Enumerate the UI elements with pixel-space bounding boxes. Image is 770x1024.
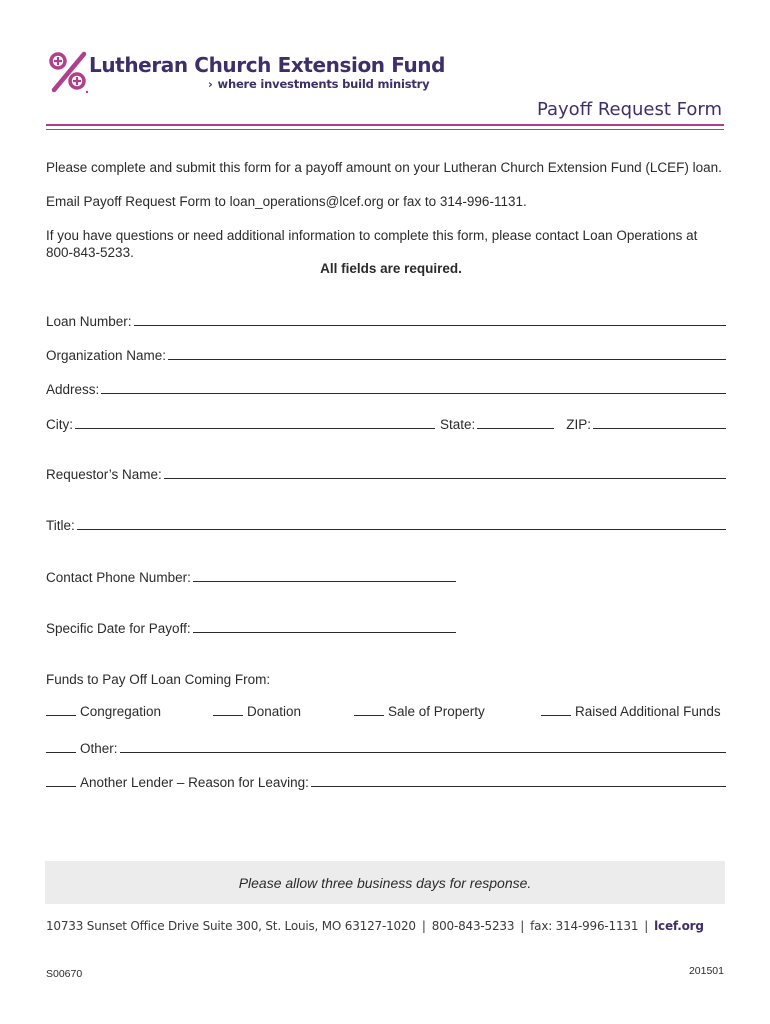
city-state-zip-row xyxy=(46,414,726,432)
requestor-name-line[interactable] xyxy=(164,478,726,479)
organization-name-line[interactable] xyxy=(168,359,726,360)
state-line[interactable] xyxy=(477,428,554,429)
state-label: State: xyxy=(440,417,476,432)
other-check-line[interactable] xyxy=(46,752,76,753)
intro-line-3: If you have questions or need additional information to complete this form, please contact Loan Operations at xyxy=(46,228,698,243)
city-label: City: xyxy=(46,417,73,432)
another-lender-line[interactable] xyxy=(311,786,726,787)
document-code: S00670 xyxy=(46,968,83,980)
organization-name-label: Organization Name: xyxy=(46,348,167,363)
header-divider-thin xyxy=(46,129,724,130)
payoff-date-label: Specific Date for Payoff: xyxy=(46,621,191,636)
contact-phone-label: Contact Phone Number: xyxy=(46,570,191,585)
address-field[interactable] xyxy=(46,379,726,397)
sale-of-property-check-line[interactable] xyxy=(354,715,384,716)
another-lender-label: Another Lender – Reason for Leaving: xyxy=(80,775,309,790)
other-label: Other: xyxy=(80,741,118,756)
separator: | xyxy=(520,919,525,933)
option-donation[interactable] xyxy=(213,704,301,719)
footer-website-link[interactable]: lcef.org xyxy=(654,919,704,933)
title-line[interactable] xyxy=(77,529,726,530)
address-label: Address: xyxy=(46,382,100,397)
footer-fax: fax: 314-996-1131 xyxy=(530,919,639,933)
organization-name: Lutheran Church Extension Fund xyxy=(89,53,446,77)
chevron-right-icon: › xyxy=(208,77,213,91)
revision-code: 201501 xyxy=(688,965,724,977)
funds-heading: Funds to Pay Off Loan Coming From: xyxy=(46,672,271,687)
response-time-note xyxy=(45,861,725,904)
donation-check-line[interactable] xyxy=(213,715,243,716)
intro-line-2: Email Payoff Request Form to loan_operations@lcef.org or fax to 314-996-1131. xyxy=(46,194,527,209)
payoff-date-field[interactable] xyxy=(46,618,456,636)
loan-number-field[interactable] xyxy=(46,311,726,329)
lcef-logo-icon xyxy=(48,50,90,94)
tagline xyxy=(208,77,429,91)
intro-line-3-phone: 800-843-5233. xyxy=(46,245,134,260)
footer-phone: 800-843-5233 xyxy=(431,919,515,933)
footer-address: 10733 Sunset Office Drive Suite 300, St. Louis, MO 63127-1020 xyxy=(46,919,416,933)
response-time-text: Please allow three business days for response. xyxy=(238,874,532,891)
required-notice: All fields are required. xyxy=(320,261,462,276)
separator: | xyxy=(644,919,649,933)
loan-number-line[interactable] xyxy=(134,325,726,326)
separator: | xyxy=(421,919,426,933)
sale-of-property-label: Sale of Property xyxy=(388,704,485,719)
title-field[interactable] xyxy=(46,515,726,533)
payoff-date-line[interactable] xyxy=(193,632,456,633)
congregation-check-line[interactable] xyxy=(46,715,76,716)
organization-name-field[interactable] xyxy=(46,345,726,363)
title-label: Title: xyxy=(46,518,75,533)
option-raised-funds[interactable] xyxy=(541,704,721,719)
zip-label: ZIP: xyxy=(566,417,592,432)
raised-funds-check-line[interactable] xyxy=(541,715,571,716)
another-lender-field[interactable] xyxy=(46,772,726,790)
option-sale-of-property[interactable] xyxy=(354,704,485,719)
footer-contact-line xyxy=(46,919,704,933)
another-lender-check-line[interactable] xyxy=(46,786,76,787)
congregation-label: Congregation xyxy=(80,704,162,719)
zip-line[interactable] xyxy=(593,428,726,429)
tagline-text: where investments build ministry xyxy=(217,77,430,91)
raised-funds-label: Raised Additional Funds xyxy=(575,704,721,719)
loan-number-label: Loan Number: xyxy=(46,314,132,329)
city-line[interactable] xyxy=(75,428,435,429)
contact-phone-line[interactable] xyxy=(193,581,456,582)
contact-phone-field[interactable] xyxy=(46,567,456,585)
intro-line-1: Please complete and submit this form for a payoff amount on your Lutheran Church Extension Fund (LCEF) loan. xyxy=(46,160,722,175)
requestor-name-field[interactable] xyxy=(46,464,726,482)
address-line[interactable] xyxy=(101,393,726,394)
other-field[interactable] xyxy=(46,738,726,756)
form-title: Payoff Request Form xyxy=(536,99,722,120)
header-divider xyxy=(46,124,724,126)
requestor-name-label: Requestor’s Name: xyxy=(46,467,162,482)
other-line[interactable] xyxy=(120,752,726,753)
option-congregation[interactable] xyxy=(46,704,161,719)
donation-label: Donation xyxy=(247,704,302,719)
